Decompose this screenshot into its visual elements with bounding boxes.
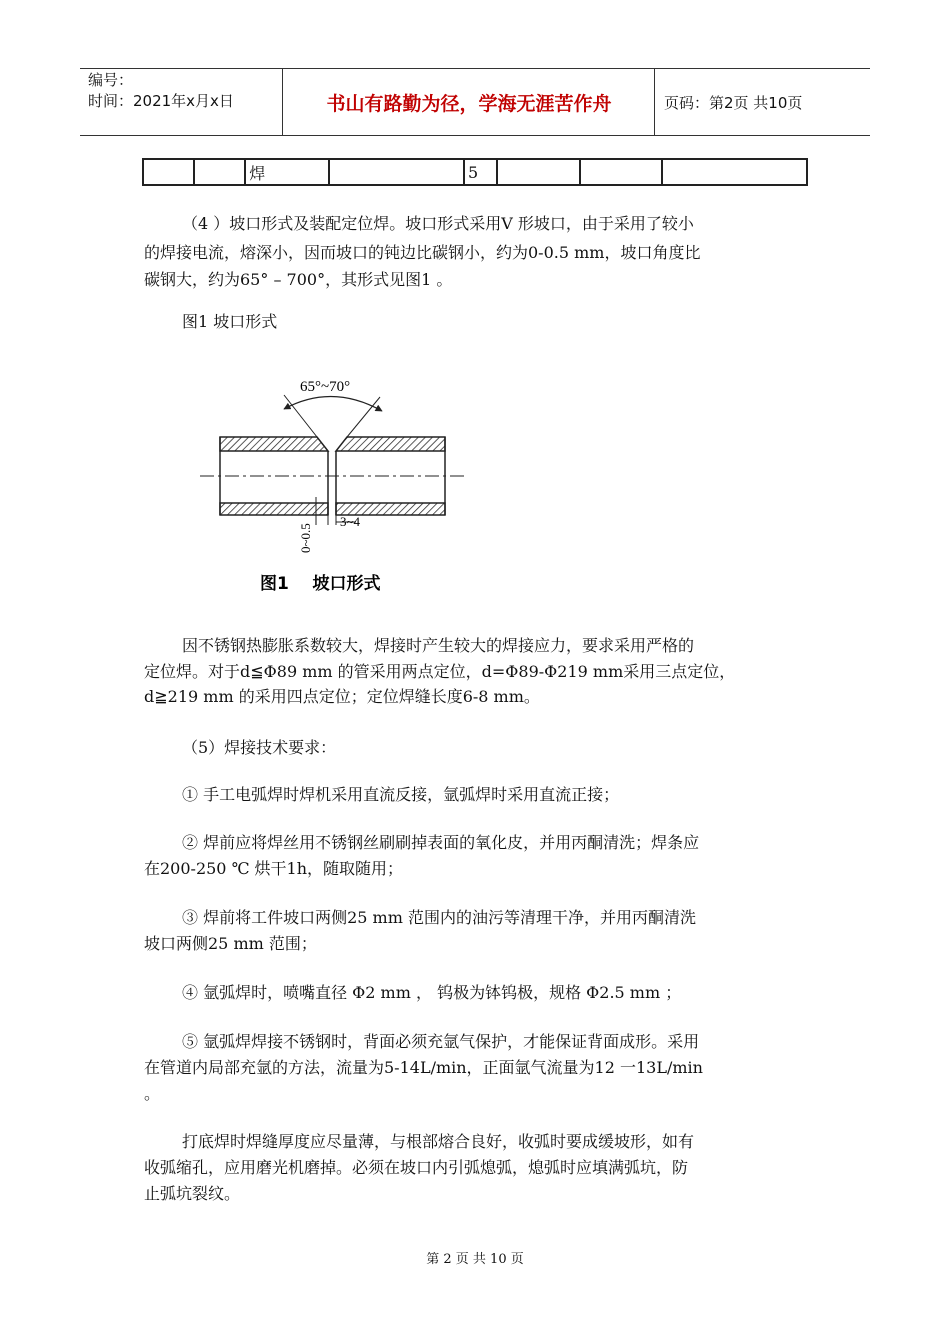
angle-arc <box>284 396 382 411</box>
page-footer: 第 2 页 共 10 页 <box>426 1252 524 1267</box>
item-3-line1: ③ 焊前将工件坡口两侧25 mm 范围内的油污等清理干净，并用丙酮清洗 <box>182 908 696 927</box>
header-motto: 书山有路勤为径，学海无涯苦作舟 <box>326 92 612 115</box>
paragraph-backing-line3: 止弧坑裂纹。 <box>144 1184 241 1203</box>
item-1: ① 手工电弧焊时焊机采用直流反接，氩弧焊时采用直流正接； <box>182 785 620 804</box>
table-row <box>143 159 807 185</box>
paragraph-backing-line1: 打底焊时焊缝厚度应尽量薄，与根部熔合良好，收弧时要成缓坡形，如有 <box>182 1132 695 1151</box>
header-divider-left <box>282 68 283 136</box>
paragraph-backing-line2: 收弧缩孔，应用磨光机磨掉。必须在坡口内引弧熄弧，熄弧时应填满弧坑，防 <box>144 1158 689 1177</box>
paragraph-expansion-line2: 定位焊。对于d≦Φ89 mm 的管采用两点定位，d=Φ89-Φ219 mm采用三点定位， <box>144 662 736 681</box>
item-4: ④ 氩弧焊时，喷嘴直径 Φ2 mm ， 钨极为钵钨极，规格 Φ2.5 mm ； <box>182 983 682 1002</box>
paragraph-4-line3: 碳钢大，约为65° – 700°，其形式见图1 。 <box>144 270 453 289</box>
groove-diagram <box>200 365 480 610</box>
number-label: 编号： <box>88 71 134 89</box>
table-cell <box>662 159 807 185</box>
figure-title-text: 图1 坡口形式 <box>182 312 278 331</box>
paragraph-4-line1: （4 ）坡口形式及装配定位焊。坡口形式采用V 形坡口，由于采用了较小 <box>182 214 694 233</box>
item-5-line3: 。 <box>144 1084 161 1103</box>
header-left-block <box>88 70 234 112</box>
root-label: 0~0.5 <box>298 523 313 553</box>
section-5-heading: （5）焊接技术要求： <box>182 738 337 757</box>
paragraph-expansion-line1: 因不锈钢热膨胀系数较大，焊接时产生较大的焊接应力，要求采用严格的 <box>182 636 695 655</box>
paragraph-expansion-line3: d≧219 mm 的采用四点定位；定位焊缝长度6-8 mm。 <box>144 687 540 706</box>
item-3-line2: 坡口两侧25 mm 范围； <box>144 934 317 953</box>
table-cell <box>329 159 464 185</box>
gap-label: 3~4 <box>340 514 361 529</box>
table-cell <box>497 159 580 185</box>
angle-label: 65°~70° <box>300 379 351 395</box>
header-page-info: 页码：第2页 共10页 <box>664 93 803 112</box>
table-cell <box>194 159 245 185</box>
item-5-line2: 在管道内局部充氩的方法，流量为5-14L/min，正面氩气流量为12 一13L/min <box>144 1058 703 1077</box>
table-cell <box>580 159 661 185</box>
item-2-line1: ② 焊前应将焊丝用不锈钢丝刷刷掉表面的氧化皮，并用丙酮清洗；焊条应 <box>182 833 700 852</box>
header-divider-right <box>654 68 655 136</box>
table-cell: 焊 <box>245 159 328 185</box>
table-cell <box>143 159 194 185</box>
item-2-line2: 在200-250 ℃ 烘干1h，随取随用； <box>144 859 404 878</box>
time-label: 时间：2021年x月x日 <box>88 92 234 110</box>
figure-caption: 图1 坡口形式 <box>260 574 381 594</box>
table-cell: 5 <box>464 159 497 185</box>
table-fragment <box>142 158 808 186</box>
paragraph-4-line2: 的焊接电流，熔深小，因而坡口的钝边比碳钢小，约为0-0.5 mm，坡口角度比 <box>144 243 701 262</box>
item-5-line1: ⑤ 氩弧焊焊接不锈钢时，背面必须充氩气保护，才能保证背面成形。采用 <box>182 1032 700 1051</box>
